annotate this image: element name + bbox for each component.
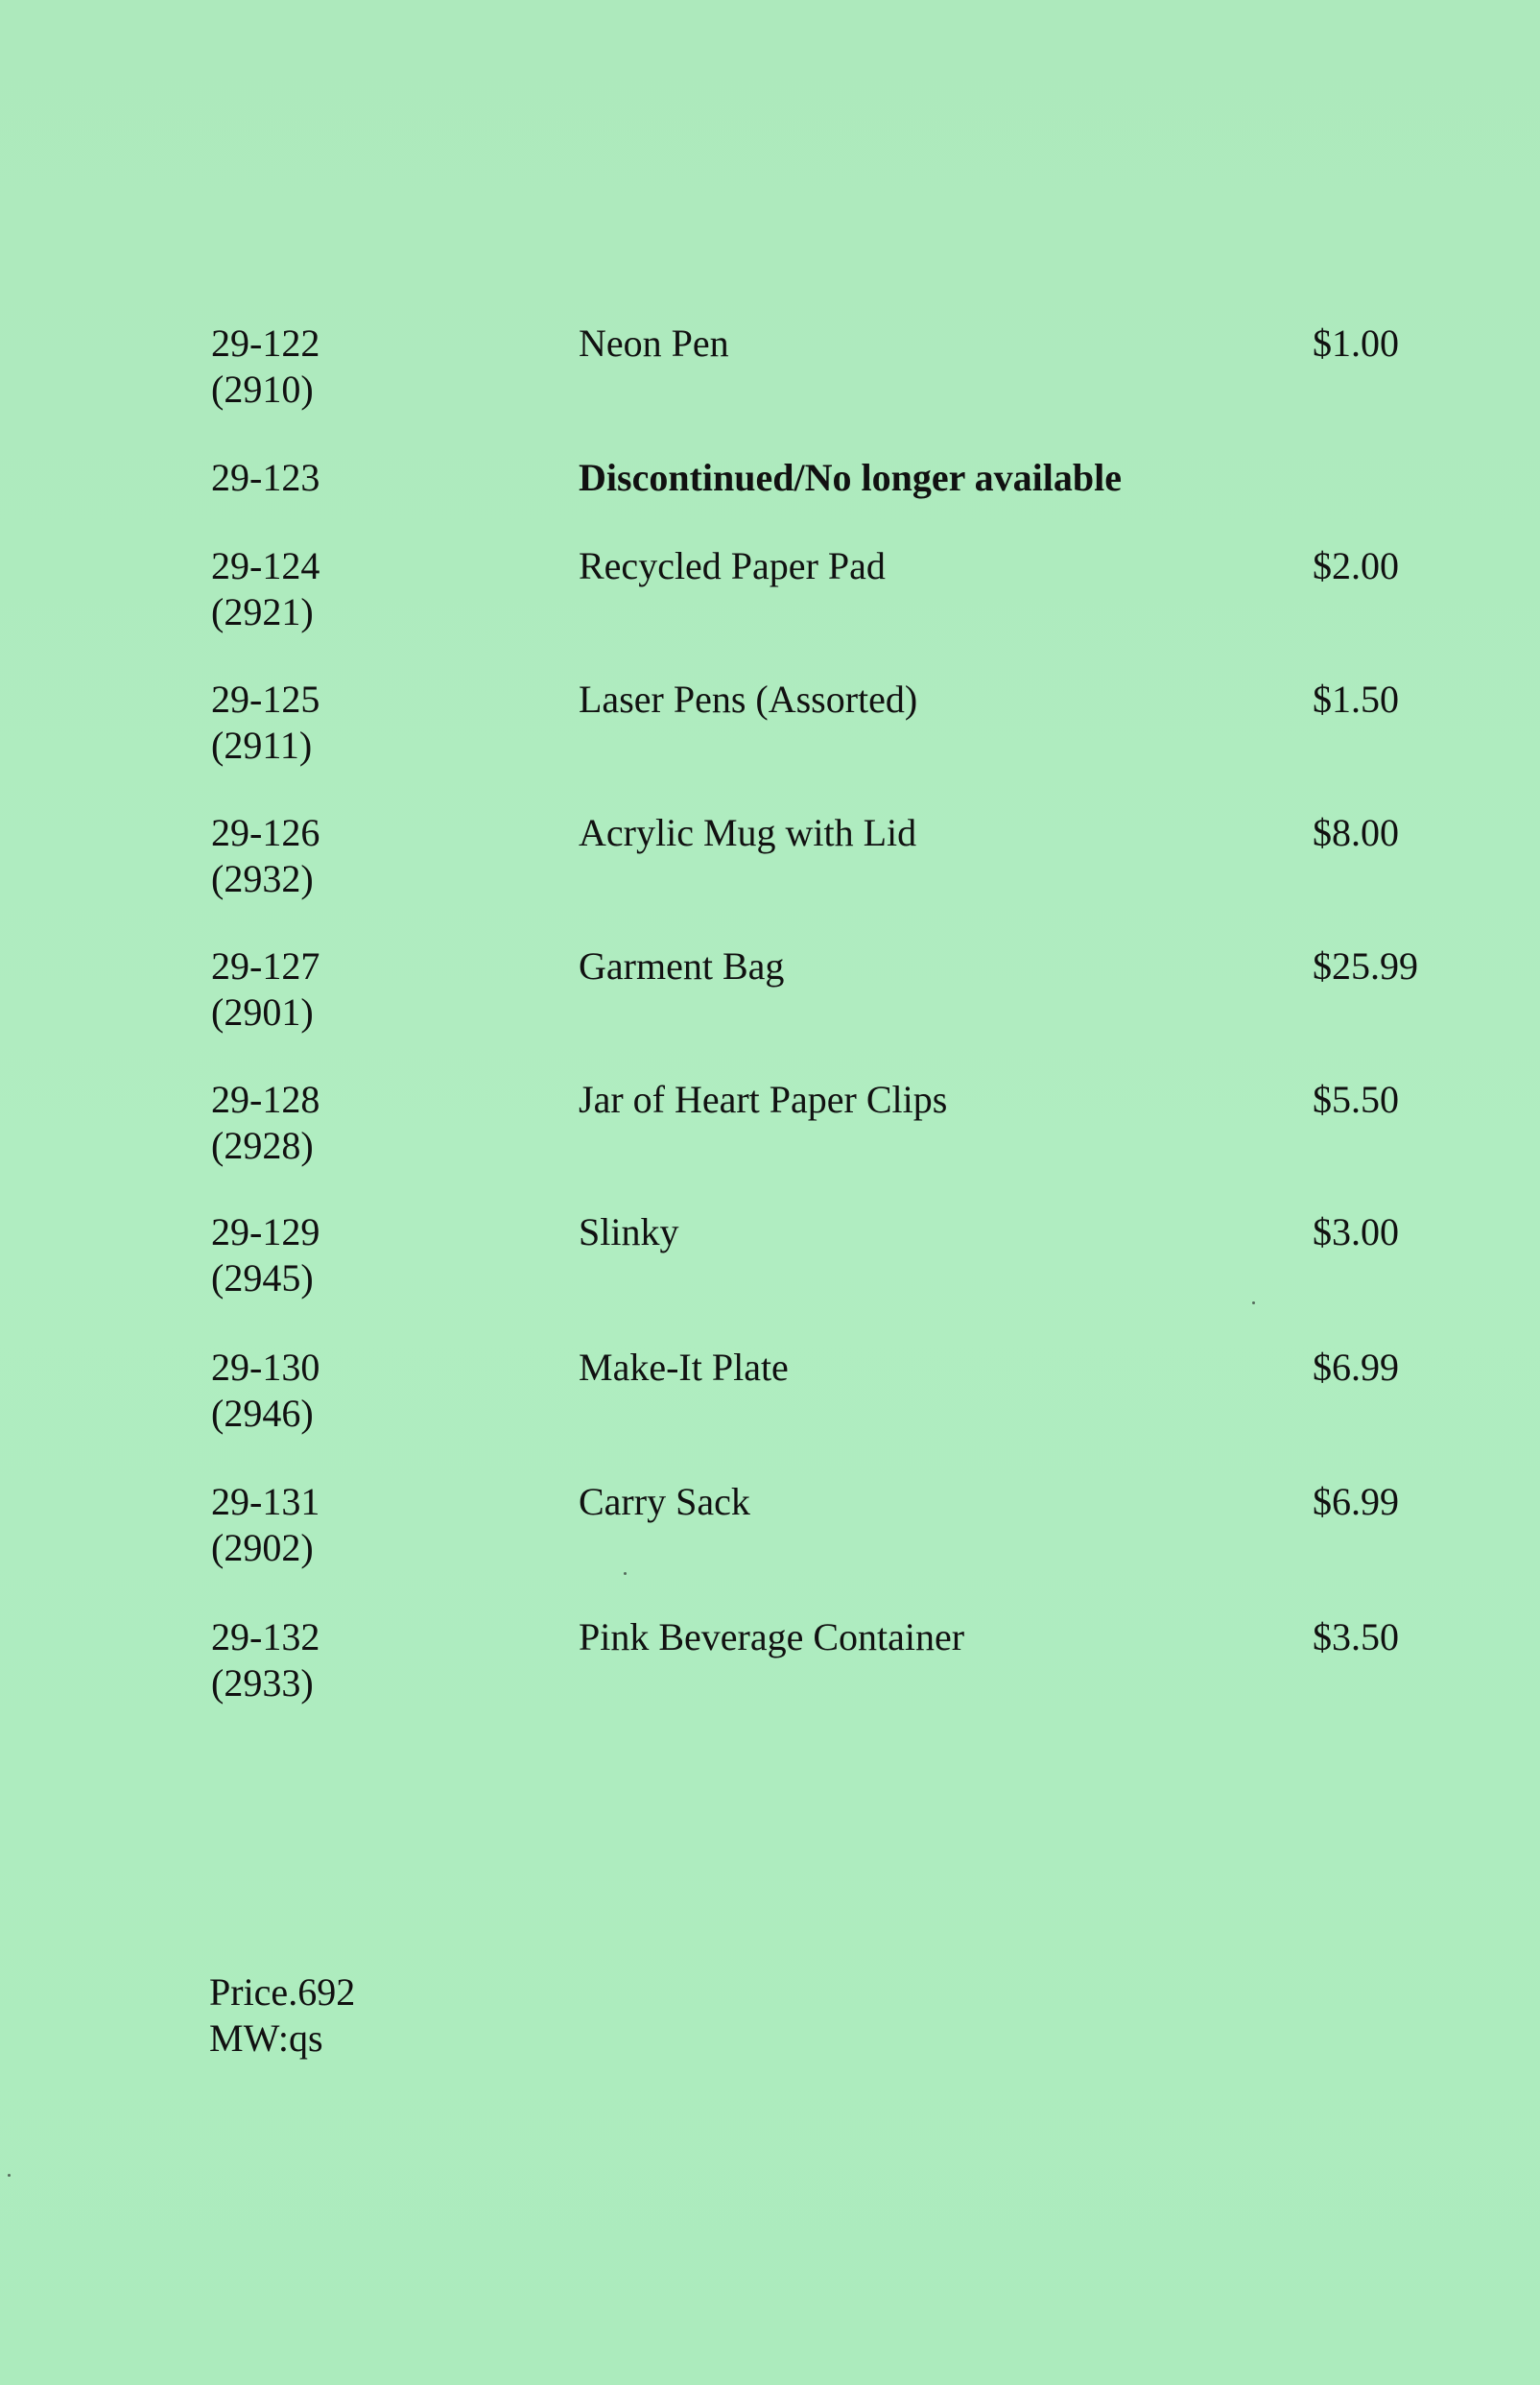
document-footer [209, 1969, 355, 2062]
item-ref: (2928) [211, 1124, 314, 1167]
item-price: $3.00 [1313, 1210, 1399, 1253]
item-ref: (2946) [211, 1392, 314, 1435]
item-code-block [211, 1479, 499, 1571]
item-code: 29-123 [211, 456, 320, 499]
item-ref: (2921) [211, 590, 314, 633]
item-code-block [211, 677, 499, 769]
item-ref: (2910) [211, 368, 314, 411]
item-description: Slinky [579, 1210, 679, 1253]
paper-speck [1252, 1301, 1255, 1304]
item-price: $8.00 [1313, 811, 1399, 854]
footer-reference: Price.692 [209, 1970, 356, 2014]
item-code-block [211, 455, 499, 501]
item-code-block [211, 1209, 499, 1301]
item-code-block [211, 1345, 499, 1437]
item-code-block [211, 1077, 499, 1169]
item-code-block [211, 543, 499, 635]
item-price: $6.99 [1313, 1480, 1399, 1523]
item-description: Garment Bag [579, 944, 785, 988]
item-code: 29-126 [211, 811, 320, 854]
item-code: 29-122 [211, 322, 320, 365]
item-description: Acrylic Mug with Lid [579, 811, 917, 854]
item-description: Discontinued/No longer available [579, 456, 1122, 499]
item-code: 29-130 [211, 1346, 320, 1389]
item-price: $3.50 [1313, 1615, 1399, 1658]
item-description: Jar of Heart Paper Clips [579, 1078, 948, 1121]
item-description: Laser Pens (Assorted) [579, 678, 918, 721]
item-ref: (2901) [211, 990, 314, 1034]
item-price: $1.00 [1313, 322, 1399, 365]
item-ref: (2933) [211, 1661, 314, 1705]
item-ref: (2932) [211, 857, 314, 900]
item-price: $2.00 [1313, 544, 1399, 587]
item-code-block [211, 943, 499, 1036]
item-code: 29-131 [211, 1480, 320, 1523]
item-ref: (2911) [211, 724, 313, 767]
item-code-block [211, 321, 499, 413]
item-price: $1.50 [1313, 678, 1399, 721]
item-price: $6.99 [1313, 1346, 1399, 1389]
item-description: Make-It Plate [579, 1346, 789, 1389]
item-description: Neon Pen [579, 322, 729, 365]
item-code: 29-127 [211, 944, 320, 988]
item-code: 29-124 [211, 544, 320, 587]
item-code: 29-129 [211, 1210, 320, 1253]
paper-speck [624, 1572, 627, 1575]
item-code-block [211, 1614, 499, 1706]
item-description: Carry Sack [579, 1480, 750, 1523]
footer-initials: MW:qs [209, 2016, 323, 2060]
item-ref: (2902) [211, 1526, 314, 1569]
item-code-block [211, 810, 499, 902]
item-code: 29-128 [211, 1078, 320, 1121]
item-description: Recycled Paper Pad [579, 544, 886, 587]
item-price: $25.99 [1313, 944, 1418, 988]
item-description: Pink Beverage Container [579, 1615, 965, 1658]
item-code: 29-125 [211, 678, 320, 721]
item-price: $5.50 [1313, 1078, 1399, 1121]
paper-speck [8, 2174, 11, 2177]
item-code: 29-132 [211, 1615, 320, 1658]
item-ref: (2945) [211, 1256, 314, 1300]
